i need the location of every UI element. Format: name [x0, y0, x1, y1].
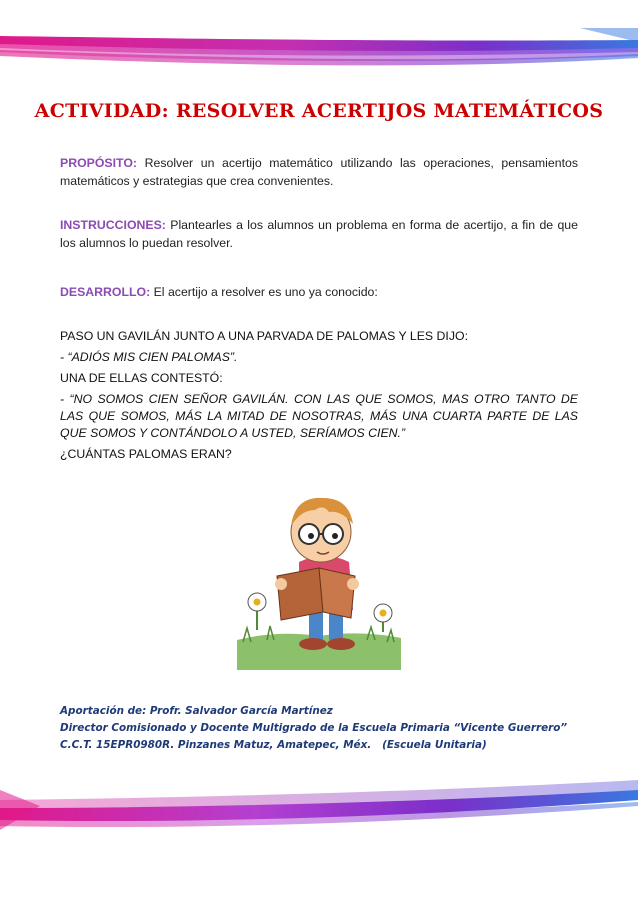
- boy-reading-illustration: [237, 480, 401, 670]
- purpose-text: Resolver un acertijo matemático utilizando las operaciones, pensamientos matemáticos y estrategias que crea convenientes.: [60, 156, 578, 188]
- riddle-text: [60, 328, 578, 463]
- development-paragraph: [60, 283, 578, 301]
- riddle-question: ¿CUÁNTAS PALOMAS ERAN?: [60, 447, 232, 461]
- development-text: El acertijo a resolver es uno ya conocido:: [153, 285, 378, 299]
- riddle-line-2: - “ADIÓS MIS CIEN PALOMAS”.: [60, 350, 238, 364]
- riddle-line-3: UNA DE ELLAS CONTESTÓ:: [60, 371, 223, 385]
- instructions-text: Plantearles a los alumnos un problema en forma de acertijo, a fin de que los alumnos lo puedan resolver.: [60, 218, 578, 250]
- riddle-line-4: - “NO SOMOS CIEN SEÑOR GAVILÁN. CON LAS QUE SOMOS, MAS OTRO TANTO DE LAS QUE SOMOS, MÁS LA MITAD DE NOSOTRAS, MÁS UNA CUARTA PARTE DE LAS QUE SOMOS Y CONTÁNDOLO A USTED, SERÍAMOS CIEN.”: [60, 392, 578, 440]
- instructions-label: INSTRUCCIONES:: [60, 218, 166, 232]
- top-decorative-band: [0, 28, 638, 84]
- credits-author: Aportación de: Profr. Salvador García Martínez: [60, 705, 333, 717]
- purpose-label: PROPÓSITO:: [60, 156, 137, 170]
- bottom-decorative-band: [0, 770, 638, 840]
- credits-school: C.C.T. 15EPR0980R. Pinzanes Matuz, Amatepec, Méx. (Escuela Unitaria): [60, 739, 487, 751]
- credits-block: [60, 703, 600, 754]
- purpose-paragraph: [60, 154, 578, 190]
- riddle-line-1: PASO UN GAVILÁN JUNTO A UNA PARVADA DE PALOMAS Y LES DIJO:: [60, 329, 468, 343]
- instructions-paragraph: [60, 216, 578, 252]
- activity-title: ACTIVIDAD: RESOLVER ACERTIJOS MATEMÁTICOS: [34, 100, 604, 122]
- credits-role: Director Comisionado y Docente Multigrado de la Escuela Primaria “Vicente Guerrero”: [60, 722, 568, 734]
- development-label: DESARROLLO:: [60, 285, 151, 299]
